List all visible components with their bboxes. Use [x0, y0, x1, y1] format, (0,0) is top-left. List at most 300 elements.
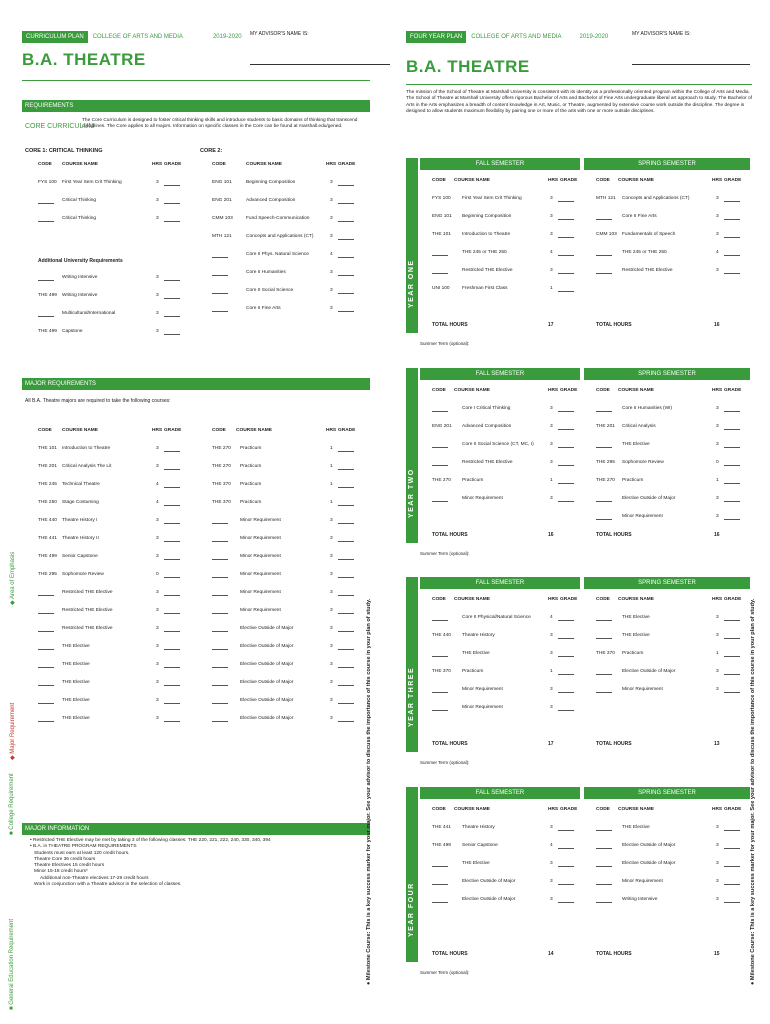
course-code[interactable]: [596, 633, 612, 639]
grade-field[interactable]: [724, 196, 740, 202]
course-name: Elective Outside of Major: [462, 879, 516, 884]
legend-general-education: ■ General Education Requirement: [9, 918, 15, 1010]
grade-field[interactable]: [338, 198, 354, 204]
grade-field[interactable]: [338, 252, 354, 258]
grade-field[interactable]: [164, 311, 180, 317]
column-header-hrs: HRS: [712, 178, 723, 183]
column-header-hrs: HRS: [326, 428, 337, 433]
grade-field[interactable]: [558, 214, 574, 220]
grade-field[interactable]: [338, 518, 354, 524]
grade-field[interactable]: [558, 825, 574, 831]
grade-field[interactable]: [338, 270, 354, 276]
column-header-hrs: HRS: [548, 178, 559, 183]
grade-field[interactable]: [338, 698, 354, 704]
grade-field[interactable]: [558, 406, 574, 412]
course-code[interactable]: THE 201: [596, 424, 615, 429]
grade-field[interactable]: [558, 687, 574, 693]
course-code[interactable]: [212, 536, 228, 542]
course-code[interactable]: [38, 680, 54, 686]
course-name: Theatre History II: [62, 536, 99, 541]
course-hours: 3: [330, 680, 333, 685]
course-name: THE Elective: [62, 698, 90, 703]
course-code[interactable]: FYS 100: [38, 180, 57, 185]
course-code[interactable]: [432, 705, 448, 711]
grade-field[interactable]: [164, 482, 180, 488]
course-code[interactable]: [432, 406, 448, 412]
course-code[interactable]: [596, 268, 612, 274]
grade-field[interactable]: [724, 214, 740, 220]
grade-field[interactable]: [724, 633, 740, 639]
course-hours: 3: [550, 496, 553, 501]
grade-field[interactable]: [558, 496, 574, 502]
course-name: Critical Analysis: [622, 424, 656, 429]
column-header-code: CODE: [432, 807, 446, 812]
course-code[interactable]: [212, 608, 228, 614]
course-code[interactable]: CMM 103: [212, 216, 233, 221]
grade-field[interactable]: [724, 442, 740, 448]
course-name: Practicum: [240, 482, 262, 487]
grade-field[interactable]: [558, 705, 574, 711]
course-code[interactable]: [212, 662, 228, 668]
grade-field[interactable]: [338, 608, 354, 614]
course-code[interactable]: THE 270: [212, 446, 231, 451]
course-code[interactable]: [38, 662, 54, 668]
fall-total-value: 17: [548, 322, 554, 328]
advisor-line-right[interactable]: [632, 64, 750, 65]
course-code[interactable]: [596, 843, 612, 849]
course-code[interactable]: [596, 496, 612, 502]
college-name-right: COLLEGE OF ARTS AND MEDIA: [471, 34, 562, 40]
column-header-grade: GRADE: [164, 162, 182, 167]
course-name: Elective Outside of Major: [240, 680, 294, 685]
course-hours: 3: [330, 306, 333, 311]
grade-field[interactable]: [338, 590, 354, 596]
course-code[interactable]: [212, 716, 228, 722]
course-name: Minor Requirement: [240, 536, 281, 541]
course-code[interactable]: ENG 201: [432, 424, 452, 429]
column-header-code: CODE: [38, 428, 52, 433]
course-name: Introduction to Theatre: [462, 232, 511, 237]
major-note: All B.A. Theatre majors are required to take the following courses:: [25, 398, 171, 404]
course-code[interactable]: [596, 615, 612, 621]
course-code[interactable]: THE 295: [596, 460, 615, 465]
core1-heading: CORE 1: CRITICAL THINKING: [25, 148, 103, 154]
column-header-name: COURSE NAME: [246, 162, 282, 167]
major-information-header: MAJOR INFORMATION: [22, 823, 370, 835]
course-code[interactable]: [432, 687, 448, 693]
grade-field[interactable]: [724, 669, 740, 675]
column-header-hrs: HRS: [152, 428, 163, 433]
grade-field[interactable]: [164, 275, 180, 281]
grade-field[interactable]: [558, 424, 574, 430]
grade-field[interactable]: [558, 232, 574, 238]
major-requirements-header: MAJOR REQUIREMENTS: [22, 378, 370, 390]
grade-field[interactable]: [338, 216, 354, 222]
course-name: Sophomore Review: [622, 460, 664, 465]
grade-field[interactable]: [724, 897, 740, 903]
course-hours: 3: [716, 496, 719, 501]
course-code[interactable]: UNI 100: [432, 286, 450, 291]
course-code[interactable]: [38, 716, 54, 722]
spring-semester-header: SPRING SEMESTER: [584, 787, 750, 799]
grade-field[interactable]: [164, 216, 180, 222]
grade-field[interactable]: [558, 442, 574, 448]
grade-field[interactable]: [724, 687, 740, 693]
course-code[interactable]: [596, 250, 612, 256]
course-name: Minor Requirement: [462, 496, 503, 501]
course-hours: 3: [330, 234, 333, 239]
course-code[interactable]: [38, 198, 54, 204]
grade-field[interactable]: [724, 460, 740, 466]
legend-major-requirement: ◆ Major Requirement: [10, 702, 16, 760]
course-hours: 3: [330, 716, 333, 721]
course-code[interactable]: [432, 615, 448, 621]
grade-field[interactable]: [338, 446, 354, 452]
course-code[interactable]: THE 499: [38, 329, 57, 334]
year-label: YEAR FOUR: [408, 882, 415, 937]
course-hours: 3: [156, 329, 159, 334]
course-code[interactable]: ENG 201: [212, 198, 232, 203]
grade-field[interactable]: [338, 288, 354, 294]
course-code[interactable]: THE 295: [38, 572, 57, 577]
course-name: Elective Outside of Major: [240, 662, 294, 667]
grade-field[interactable]: [558, 460, 574, 466]
course-name: Elective Outside of Major: [240, 626, 294, 631]
course-hours: 4: [716, 250, 719, 255]
course-hours: 3: [716, 514, 719, 519]
course-hours: 1: [330, 482, 333, 487]
grade-field[interactable]: [338, 716, 354, 722]
course-code[interactable]: THE 101: [38, 446, 57, 451]
grade-field[interactable]: [724, 478, 740, 484]
column-header-hrs: HRS: [712, 597, 723, 602]
course-code[interactable]: [432, 897, 448, 903]
right-header-bar: [406, 31, 613, 43]
column-header-code: CODE: [432, 388, 446, 393]
course-code[interactable]: [212, 698, 228, 704]
course-code[interactable]: THE 101: [432, 232, 451, 237]
course-code[interactable]: THE 250: [38, 500, 57, 505]
course-hours: 3: [716, 669, 719, 674]
course-code[interactable]: THE 440: [38, 518, 57, 523]
grade-field[interactable]: [164, 198, 180, 204]
course-hours: 3: [550, 651, 553, 656]
course-code[interactable]: [38, 608, 54, 614]
course-code[interactable]: [432, 268, 448, 274]
grade-field[interactable]: [724, 615, 740, 621]
course-hours: 3: [550, 705, 553, 710]
grade-field[interactable]: [724, 843, 740, 849]
grade-field[interactable]: [558, 633, 574, 639]
grade-field[interactable]: [338, 464, 354, 470]
grade-field[interactable]: [164, 554, 180, 560]
course-hours: 1: [550, 286, 553, 291]
course-hours: 3: [716, 687, 719, 692]
grade-field[interactable]: [164, 180, 180, 186]
course-name: Critical Thinking: [62, 216, 97, 221]
grade-field[interactable]: [558, 897, 574, 903]
column-header-name: COURSE NAME: [618, 807, 654, 812]
column-header-hrs: HRS: [548, 807, 559, 812]
course-code[interactable]: [432, 651, 448, 657]
course-code[interactable]: [432, 496, 448, 502]
course-name: THE 245 or THE 250: [462, 250, 507, 255]
course-hours: 3: [716, 406, 719, 411]
course-name: THE Elective: [462, 861, 490, 866]
grade-field[interactable]: [338, 500, 354, 506]
course-code[interactable]: [596, 514, 612, 520]
course-name: Minor Requirement: [240, 590, 281, 595]
course-code[interactable]: THE 201: [38, 464, 57, 469]
course-name: Minor Requirement: [240, 518, 281, 523]
grade-field[interactable]: [558, 861, 574, 867]
grade-field[interactable]: [724, 232, 740, 238]
course-hours: 1: [330, 464, 333, 469]
grade-field[interactable]: [338, 554, 354, 560]
course-name: Stage Costuming: [62, 500, 99, 505]
column-header-hrs: HRS: [548, 597, 559, 602]
grade-field[interactable]: [558, 196, 574, 202]
grade-field[interactable]: [558, 478, 574, 484]
course-code[interactable]: [432, 879, 448, 885]
spring-total-value: 15: [714, 951, 720, 957]
course-name: Core II Humanities: [246, 270, 286, 275]
column-header-grade: GRADE: [724, 388, 742, 393]
course-hours: 3: [156, 662, 159, 667]
course-name: Elective Outside of Major: [622, 496, 676, 501]
course-code[interactable]: THE 499: [38, 293, 57, 298]
course-hours: 1: [550, 478, 553, 483]
spring-semester-header: SPRING SEMESTER: [584, 577, 750, 589]
grade-field[interactable]: [338, 644, 354, 650]
grade-field[interactable]: [724, 406, 740, 412]
spring-total-label: TOTAL HOURS: [596, 951, 632, 957]
course-name: Elective Outside of Major: [462, 897, 516, 902]
course-code[interactable]: [212, 590, 228, 596]
course-code[interactable]: [596, 406, 612, 412]
course-hours: 3: [550, 825, 553, 830]
grade-field[interactable]: [164, 662, 180, 668]
grade-field[interactable]: [338, 180, 354, 186]
course-code[interactable]: [38, 311, 54, 317]
grade-field[interactable]: [164, 464, 180, 470]
course-code[interactable]: THE 270: [212, 464, 231, 469]
column-header-code: CODE: [212, 428, 226, 433]
course-name: Core II Social Science: [246, 288, 294, 293]
grade-field[interactable]: [338, 572, 354, 578]
curriculum-plan-tag: CURRICULUM PLAN: [22, 31, 88, 43]
course-hours: 1: [716, 478, 719, 483]
course-code[interactable]: ENG 101: [432, 214, 452, 219]
course-code[interactable]: [212, 288, 228, 294]
grade-field[interactable]: [338, 662, 354, 668]
course-code[interactable]: THE 270: [432, 478, 451, 483]
course-name: Core I Critical Thinking: [462, 406, 511, 411]
grade-field[interactable]: [164, 446, 180, 452]
course-code[interactable]: [596, 669, 612, 675]
course-code[interactable]: THE 440: [432, 633, 451, 638]
major-information-list: [30, 838, 360, 888]
course-code[interactable]: [38, 590, 54, 596]
column-header-name: COURSE NAME: [454, 807, 490, 812]
column-header-code: CODE: [596, 388, 610, 393]
grade-field[interactable]: [558, 250, 574, 256]
grade-field[interactable]: [338, 536, 354, 542]
title-underline-right: [406, 84, 752, 85]
course-hours: 3: [156, 554, 159, 559]
advisor-label-right: MY ADVISOR'S NAME IS:: [632, 31, 691, 37]
year-label: YEAR THREE: [408, 666, 415, 727]
grade-field[interactable]: [558, 669, 574, 675]
course-code[interactable]: [38, 216, 54, 222]
year-label: YEAR TWO: [408, 468, 415, 518]
year-label: YEAR ONE: [408, 259, 415, 308]
grade-field[interactable]: [558, 651, 574, 657]
grade-field[interactable]: [164, 716, 180, 722]
course-code[interactable]: THE 270: [596, 478, 615, 483]
grade-field[interactable]: [164, 698, 180, 704]
course-name: Restricted THE Elective: [622, 268, 673, 273]
grade-field[interactable]: [164, 536, 180, 542]
course-code[interactable]: [212, 306, 228, 312]
course-hours: 3: [716, 268, 719, 273]
grade-field[interactable]: [724, 424, 740, 430]
course-hours: 3: [330, 180, 333, 185]
course-hours: 3: [550, 897, 553, 902]
grade-field[interactable]: [338, 306, 354, 312]
course-code[interactable]: [212, 626, 228, 632]
course-name: Sophomore Review: [62, 572, 104, 577]
grade-field[interactable]: [558, 615, 574, 621]
course-code[interactable]: [432, 442, 448, 448]
grade-field[interactable]: [338, 234, 354, 240]
course-hours: 3: [330, 608, 333, 613]
course-code[interactable]: THE 370: [212, 482, 231, 487]
grade-field[interactable]: [164, 572, 180, 578]
grade-field[interactable]: [338, 626, 354, 632]
course-code[interactable]: [212, 252, 228, 258]
column-header-code: CODE: [432, 597, 446, 602]
grade-field[interactable]: [724, 879, 740, 885]
grade-field[interactable]: [338, 482, 354, 488]
spring-total-label: TOTAL HOURS: [596, 532, 632, 538]
course-code[interactable]: MTH 121: [596, 196, 616, 201]
course-code[interactable]: FYS 100: [432, 196, 451, 201]
grade-field[interactable]: [558, 286, 574, 292]
course-code[interactable]: THE 370: [212, 500, 231, 505]
course-code[interactable]: ENG 101: [212, 180, 232, 185]
course-name: Minor Requirement: [622, 879, 663, 884]
grade-field[interactable]: [724, 268, 740, 274]
grade-field[interactable]: [724, 250, 740, 256]
course-code[interactable]: [212, 270, 228, 276]
course-code[interactable]: [596, 825, 612, 831]
column-header-hrs: HRS: [548, 388, 559, 393]
grade-field[interactable]: [724, 651, 740, 657]
course-code[interactable]: THE 441: [432, 825, 451, 830]
grade-field[interactable]: [164, 293, 180, 299]
course-code[interactable]: [596, 214, 612, 220]
advisor-line[interactable]: [250, 64, 390, 65]
grade-field[interactable]: [338, 680, 354, 686]
course-code[interactable]: [596, 879, 612, 885]
column-header-grade: GRADE: [724, 178, 742, 183]
spring-total-value: 13: [714, 741, 720, 747]
course-code[interactable]: THE 499: [432, 843, 451, 848]
course-code[interactable]: THE 370: [432, 669, 451, 674]
grade-field[interactable]: [164, 608, 180, 614]
grade-field[interactable]: [164, 329, 180, 335]
course-code[interactable]: THE 441: [38, 536, 57, 541]
course-code[interactable]: [432, 460, 448, 466]
course-name: First Year Sem Crit Thinking: [62, 180, 122, 185]
course-code[interactable]: [212, 518, 228, 524]
course-code[interactable]: [212, 554, 228, 560]
course-code[interactable]: [212, 644, 228, 650]
course-code[interactable]: [432, 861, 448, 867]
course-code[interactable]: [432, 250, 448, 256]
info-line: Students must earn at least 120 credit hours.: [34, 850, 130, 856]
course-code[interactable]: [212, 572, 228, 578]
grade-field[interactable]: [724, 825, 740, 831]
course-hours: 4: [550, 843, 553, 848]
course-hours: 3: [716, 825, 719, 830]
grade-field[interactable]: [724, 496, 740, 502]
course-code[interactable]: [212, 680, 228, 686]
course-code[interactable]: MTH 121: [212, 234, 232, 239]
grade-field[interactable]: [724, 514, 740, 520]
grade-field[interactable]: [558, 843, 574, 849]
course-hours: 3: [156, 198, 159, 203]
course-name: Core II Fine Arts: [246, 306, 281, 311]
grade-field[interactable]: [558, 879, 574, 885]
grade-field[interactable]: [164, 644, 180, 650]
course-name: THE Elective: [622, 633, 650, 638]
course-hours: 4: [550, 615, 553, 620]
course-code[interactable]: THE 245: [38, 482, 57, 487]
column-header-grade: GRADE: [560, 178, 578, 183]
course-name: Writing Intensive: [62, 275, 98, 280]
summer-term-label: Summer Term (optional):: [420, 551, 470, 556]
column-header-hrs: HRS: [712, 807, 723, 812]
course-name: Practicum: [462, 669, 484, 674]
grade-field[interactable]: [164, 626, 180, 632]
course-code[interactable]: THE 499: [38, 554, 57, 559]
grade-field[interactable]: [164, 680, 180, 686]
info-line: Additional non-Theatre electives 17-29 credit hours: [40, 875, 149, 881]
grade-field[interactable]: [164, 500, 180, 506]
course-code[interactable]: [596, 861, 612, 867]
course-code[interactable]: [596, 687, 612, 693]
course-code[interactable]: THE 370: [596, 651, 615, 656]
grade-field[interactable]: [164, 590, 180, 596]
course-code[interactable]: [38, 626, 54, 632]
course-code[interactable]: [596, 897, 612, 903]
course-hours: 3: [330, 572, 333, 577]
spring-semester-header: SPRING SEMESTER: [584, 368, 750, 380]
course-code[interactable]: CMM 103: [596, 232, 617, 237]
grade-field[interactable]: [724, 861, 740, 867]
course-code[interactable]: [38, 698, 54, 704]
grade-field[interactable]: [558, 268, 574, 274]
course-name: Advanced Composition: [462, 424, 512, 429]
grade-field[interactable]: [164, 518, 180, 524]
course-hours: 3: [156, 590, 159, 595]
course-name: Core II Social Science (CT, MC, I): [462, 442, 534, 447]
course-code[interactable]: [38, 644, 54, 650]
course-code[interactable]: [596, 442, 612, 448]
course-code[interactable]: [38, 275, 54, 281]
